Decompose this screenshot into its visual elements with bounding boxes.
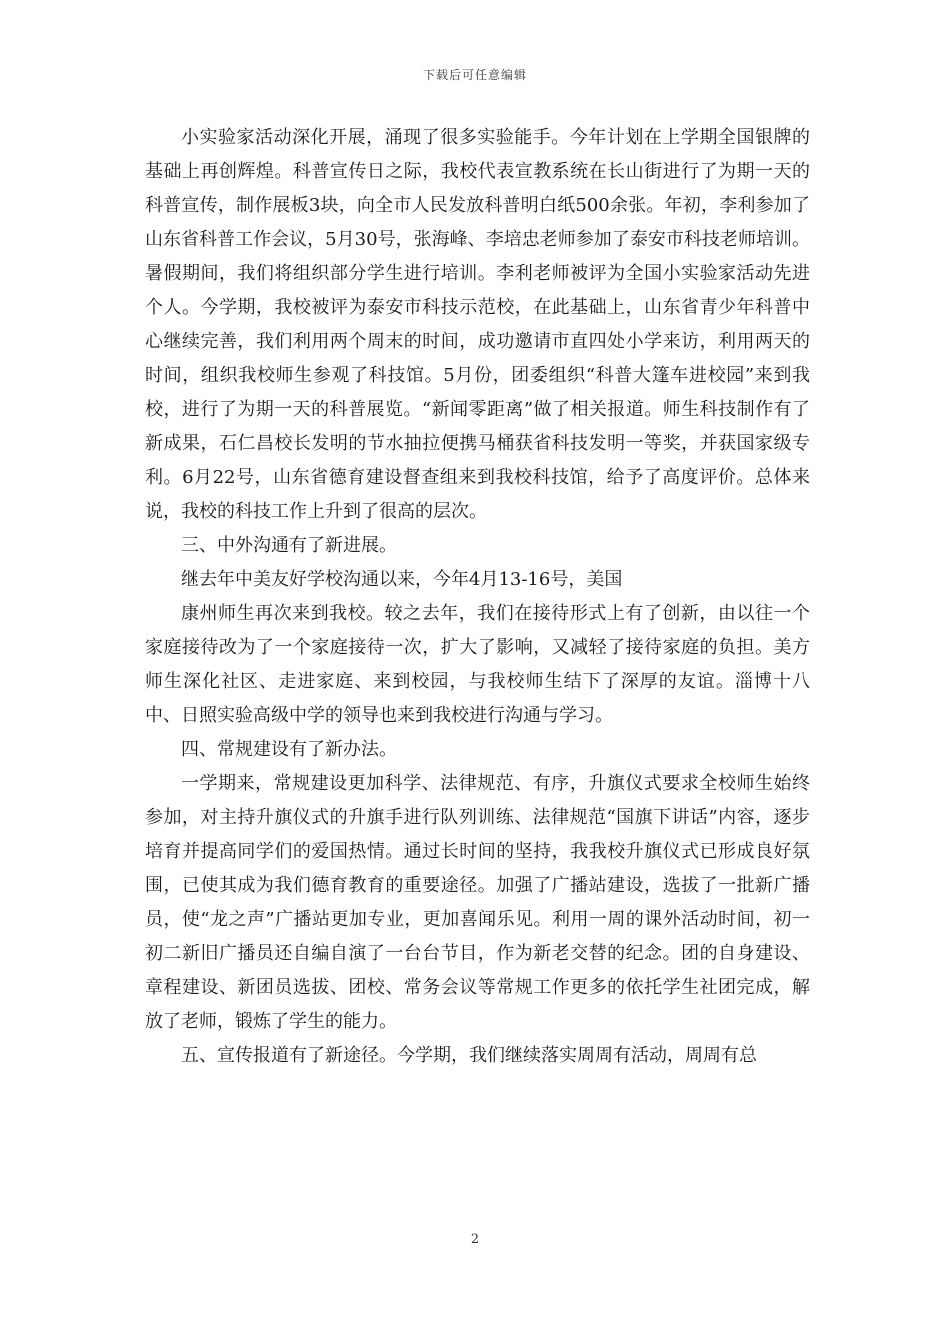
page-number: 2 [470, 1232, 480, 1247]
section-heading-routine-construction: 四、常规建设有了新办法。 [181, 739, 397, 760]
paragraph-exchange-details: 康州师生再次来到我校。较之去年，我们在接待形式上有了创新，由以往一个家庭接待改为了一个家庭接待一次，扩大了影响，又减轻了接待家庭的负担。美方师生深化社区、走进家庭、来到校园，与我校师生结下了深厚的友谊。淄博十八中、日照实验高级中学的领导也来到我校进行沟通与学习。 [145, 603, 810, 726]
section-heading-foreign-exchange: 三、中外沟通有了新进展。 [181, 535, 397, 556]
section-heading-publicity: 五、宣传报道有了新途径。今学期，我们继续落实周周有活动，周周有总 [181, 1045, 757, 1066]
document-body [145, 121, 810, 1073]
paragraph-science-activities: 小实验家活动深化开展，涌现了很多实验能手。今年计划在上学期全国银牌的基础上再创辉煌。科普宣传日之际，我校代表宣教系统在长山街进行了为期一天的科普宣传，制作展板3块，向全市人民发放科普明白纸500余张。年初，李利参加了山东省科普工作会议，5月30号，张海峰、李培忠老师参加了泰安市科技老师培训。暑假期间，我们将组织部分学生进行培训。李利老师被评为全国小实验家活动先进个人。今学期，我校被评为泰安市科技示范校，在此基础上，山东省青少年科普中心继续完善，我们利用两个周末的时间，成功邀请市直四处小学来访，利用两天的时间，组织我校师生参观了科技馆。5月份，团委组织“科普大篷车进校园”来到我校，进行了为期一天的科普展览。“新闻零距离”做了相关报道。师生科技制作有了新成果，石仁昌校长发明的节水抽拉便携马桶获省科技发明一等奖，并获国家级专利。6月22号，山东省德育建设督查组来到我校科技馆，给予了高度评价。总体来说，我校的科技工作上升到了很高的层次。 [145, 127, 810, 522]
page-header: 下载后可任意编辑 [422, 68, 527, 82]
paragraph-exchange-intro: 继去年中美友好学校沟通以来，今年4月13-16号，美国 [181, 569, 623, 590]
paragraph-routine-details: 一学期来，常规建设更加科学、法律规范、有序，升旗仪式要求全校师生始终参加，对主持升旗仪式的升旗手进行队列训练、法律规范“国旗下讲话”内容，逐步培育并提高同学们的爱国热情。通过长时间的坚持，我我校升旗仪式已形成良好氛围，已使其成为我们德育教育的重要途径。加强了广播站建设，选拔了一批新广播员，使“龙之声”广播站更加专业，更加喜闻乐见。利用一周的课外活动时间，初一初二新旧广播员还自编自演了一台台节目，作为新老交替的纪念。团的自身建设、章程建设、新团员选拔、团校、常务会议等常规工作更多的依托学生社团完成，解放了老师，锻炼了学生的能力。 [145, 773, 810, 1032]
